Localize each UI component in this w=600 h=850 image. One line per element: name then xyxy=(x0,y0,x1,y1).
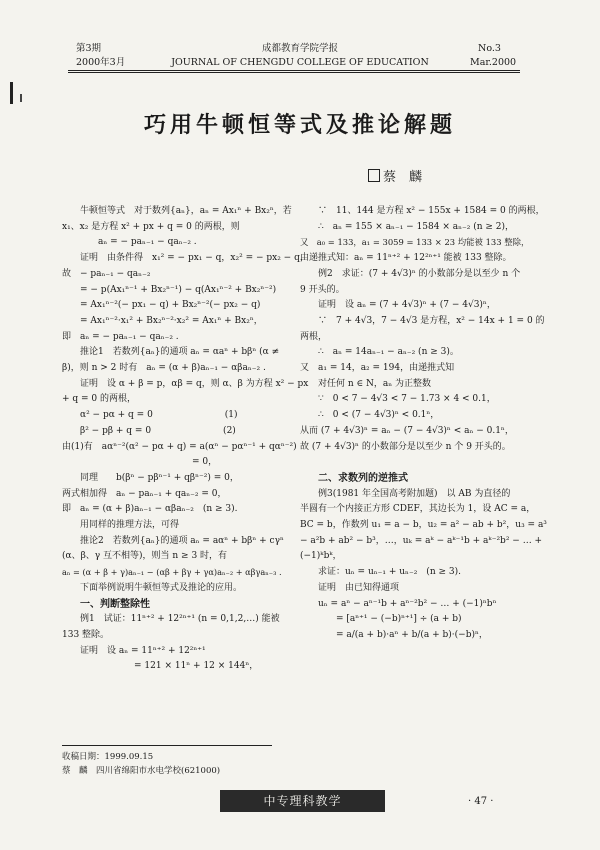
text-line: 9 开头的。 xyxy=(300,284,345,295)
text-line: 证明 设 α + β = p，αβ = q，则 α、β 为方程 x² − px xyxy=(80,378,309,389)
text-line: 两式相加得 aₙ − paₙ₋₁ + qaₙ₋₂ = 0， xyxy=(62,488,227,499)
text-line: 从而 (7 + 4√3)ⁿ = aₙ − (7 − 4√3)ⁿ < aₙ − 0.1ⁿ， xyxy=(300,425,514,436)
issue-date: 2000年3月 xyxy=(76,57,126,68)
text-line: 用同样的推理方法，可得 xyxy=(80,520,180,531)
text-line: = Ax₁ⁿ⁻²·x₁² + Bx₂ⁿ⁻²·x₂² = Ax₁ⁿ + Bx₂ⁿ， xyxy=(80,315,263,326)
author-name: 蔡 麟 xyxy=(383,170,423,185)
text-line: ∵ 11、144 是方程 x² − 155x + 1584 = 0 的两根， xyxy=(318,206,545,216)
issue-number: 第3期 xyxy=(76,43,102,54)
text-line: (α、β、γ 互不相等)，则当 n ≥ 3 时，有 xyxy=(62,551,228,562)
section-heading-2: 二、求数列的逆推式 xyxy=(318,472,408,484)
text-line: + q = 0 的两根， xyxy=(62,394,137,405)
issue-month: Mar.2000 xyxy=(470,57,517,68)
author-line xyxy=(368,166,422,185)
text-line: 下面举例说明牛顿恒等式及推论的应用。 xyxy=(80,582,243,593)
text-line: 证明 设 aₙ = 11ⁿ⁺² + 12²ⁿ⁺¹ xyxy=(80,645,206,656)
received-date: 收稿日期：1999.09.15 xyxy=(62,752,154,762)
text-line: (−1)ᵏbᵏ， xyxy=(300,551,342,562)
text-line: 证明 由已知得通项 xyxy=(318,582,400,593)
text-line: 两根， xyxy=(300,331,328,342)
text-line: 证明 由条件得 x₁² = − px₁ − q，x₂² = − px₂ − q， xyxy=(80,253,309,264)
text-line: = 0， xyxy=(192,457,218,468)
text-line: ∵ 7 + 4√3，7 − 4√3 是方程，x² − 14x + 1 = 0 的 xyxy=(318,315,545,326)
text-line: = a/(a + b)·aⁿ + b/(a + b)·(−b)ⁿ， xyxy=(336,629,488,640)
equation-2: β² − pβ + q = 0 (2) xyxy=(80,425,236,436)
text-line: 推论2 若数列{aₙ}的通项 aₙ = aαⁿ + bβⁿ + cγⁿ xyxy=(80,535,284,546)
journal-title-en: JOURNAL OF CHENGDU COLLEGE OF EDUCATION xyxy=(171,57,429,68)
text-line: β)，则 n > 2 时有 aₙ = (α + β)aₙ₋₁ − αβaₙ₋₂ . xyxy=(62,363,266,374)
text-line: x₁、x₂ 是方程 x² + px + q = 0 的两根，则 xyxy=(62,221,240,232)
footnote-rule xyxy=(62,745,272,746)
text-line: 半圆有一个内接正方形 CDEF，其边长为 1，设 AC = a， xyxy=(300,504,536,515)
text-line: 同理 b(βⁿ − pβⁿ⁻¹ + qβⁿ⁻²) = 0， xyxy=(80,472,239,483)
header-rule-2 xyxy=(68,72,520,73)
text-line: aₙ = (α + β + γ)aₙ₋₁ − (αβ + βγ + γα)aₙ₋₂ + αβγaₙ₋₃ . xyxy=(62,567,282,578)
header-rule xyxy=(68,70,520,71)
text-line: 牛顿恒等式 对于数列{aₙ}，aₙ = Ax₁ⁿ + Bx₂ⁿ，若 xyxy=(80,206,292,216)
text-line: aₙ = − paₙ₋₁ − qaₙ₋₂ . xyxy=(98,237,197,248)
text-line: 由(1)有 aαⁿ⁻²(α² − pα + q) = a(αⁿ − pαⁿ⁻¹ + qαⁿ⁻²) xyxy=(62,441,297,452)
text-line: 133 整除。 xyxy=(62,629,110,640)
text-line: 求证：uₙ = uₙ₋₁ + uₙ₋₂ (n ≥ 3). xyxy=(318,567,461,578)
text-line: 又 a₁ = 14，a₂ = 194，由递推式知 xyxy=(300,363,455,374)
scan-mark-small xyxy=(20,94,22,102)
issue-no: No.3 xyxy=(478,43,501,54)
text-line: 对任何 n ∈ N，aₙ 为正整数 xyxy=(318,378,432,389)
text-line: 例3(1981 年全国高考附加题) 以 AB 为直径的 xyxy=(318,488,511,499)
text-line: = − p(Ax₁ⁿ⁻¹ + Bx₂ⁿ⁻¹) − q(Ax₁ⁿ⁻² + Bx₂ⁿ⁻²) xyxy=(80,284,277,295)
text-line: ∵ 0 < 7 − 4√3 < 7 − 1.73 × 4 < 0.1， xyxy=(318,394,496,405)
text-line: 又 a₀ = 133，a₁ = 3059 = 133 × 23 均能被 133 整除， xyxy=(300,237,530,248)
text-line: 例2 求证：(7 + 4√3)ⁿ 的小数部分是以至少 n 个 xyxy=(318,268,521,279)
text-line: ∴ aₙ = 14aₙ₋₁ − aₙ₋₂ (n ≥ 3)。 xyxy=(318,347,459,358)
journal-title-cn: 成都教育学院学报 xyxy=(261,43,338,54)
text-line: 即 aₙ = (α + β)aₙ₋₁ − αβaₙ₋₂ (n ≥ 3). xyxy=(62,504,238,515)
text-line: uₙ = aⁿ − aⁿ⁻¹b + aⁿ⁻²b² − … + (−1)ⁿbⁿ xyxy=(318,598,497,609)
text-line: − a²b + ab² − b³，…，uₖ = aᵏ − aᵏ⁻¹b + aᵏ⁻²b² − … + xyxy=(300,535,543,546)
right-column xyxy=(300,204,547,644)
text-line: ∴ 0 < (7 − 4√3)ⁿ < 0.1ⁿ， xyxy=(318,410,440,421)
text-line: 证明 设 aₙ = (7 + 4√3)ⁿ + (7 − 4√3)ⁿ， xyxy=(318,300,496,311)
article-title: 巧用牛顿恒等式及推论解题 xyxy=(143,112,456,138)
equation-1: α² − pα + q = 0 (1) xyxy=(80,410,238,421)
text-line: 故 (7 + 4√3)ⁿ 的小数部分是以至少 n 个 9 开头的。 xyxy=(300,441,511,452)
page-number: · 47 · xyxy=(468,796,494,807)
section-banner: 中专理科教学 xyxy=(220,790,385,812)
section-heading-1: 一、判断整除性 xyxy=(80,598,150,610)
text-line: 例1 试证：11ⁿ⁺² + 12²ⁿ⁺¹ (n = 0,1,2,…) 能被 xyxy=(80,614,280,625)
author-box-icon xyxy=(368,169,380,182)
scan-mark xyxy=(10,82,13,104)
page-header xyxy=(0,0,600,72)
author-affiliation: 蔡 麟 四川省绵阳市水电学校(621000) xyxy=(62,766,221,776)
text-line: 故 − paₙ₋₁ − qaₙ₋₂ xyxy=(62,268,151,279)
text-line: 由递推式知：aₙ = 11ⁿ⁺² + 12²ⁿ⁺¹ 能被 133 整除。 xyxy=(300,253,512,264)
text-line: = 121 × 11ⁿ + 12 × 144ⁿ， xyxy=(134,661,259,672)
text-line: = Ax₁ⁿ⁻²(− px₁ − q) + Bx₂ⁿ⁻²(− px₂ − q) xyxy=(80,300,261,311)
text-line: ∴ aₙ = 155 × aₙ₋₁ − 1584 × aₙ₋₂ (n ≥ 2)， xyxy=(318,221,515,232)
text-line: 推论1 若数列{aₙ}的通项 aₙ = αaⁿ + bβⁿ (α ≠ xyxy=(80,347,280,358)
text-line: BC = b，作数列 u₁ = a − b，u₂ = a² − ab + b²，u₃ = a³ xyxy=(300,520,547,531)
left-column xyxy=(62,204,309,675)
spacer-line xyxy=(300,455,532,471)
text-line: = [aⁿ⁺¹ − (−b)ⁿ⁺¹] ÷ (a + b) xyxy=(336,614,462,625)
text-line: 即 aₙ = − paₙ₋₁ − qaₙ₋₂ . xyxy=(62,331,179,342)
